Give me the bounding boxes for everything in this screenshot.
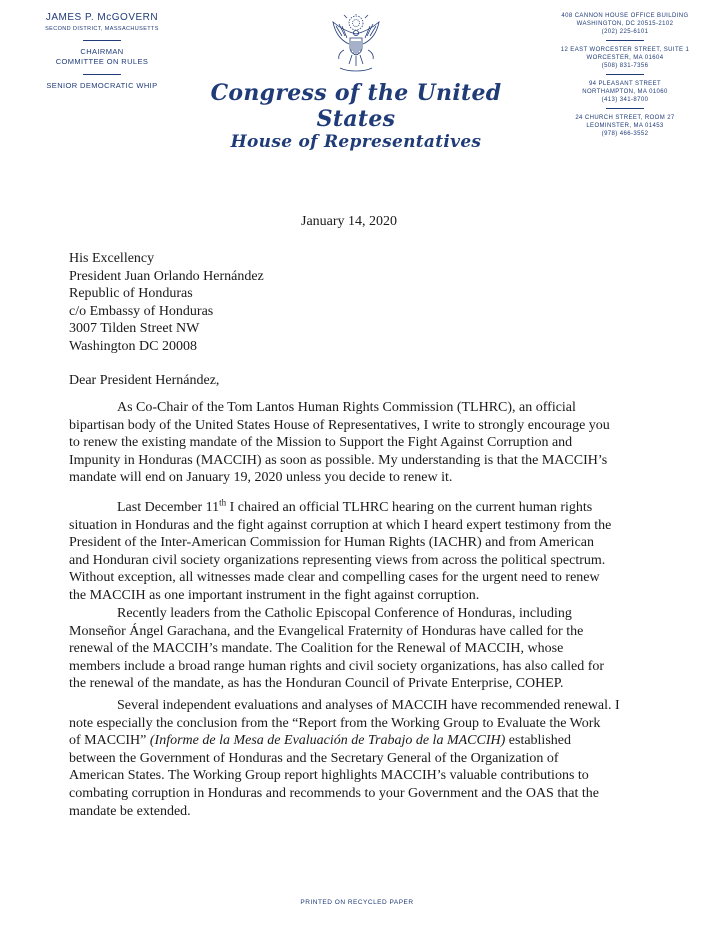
text-line: between the Government of Honduras and the Secretary General of the Organization of <box>69 750 559 766</box>
text-line: situation in Honduras and the fight against corruption at which I heard expert testimony from the <box>69 517 612 533</box>
office-washington <box>548 12 702 36</box>
text-line: Recently leaders from the Catholic Episcopal Conference of Honduras, including <box>117 606 572 621</box>
paragraph-4 <box>69 697 659 820</box>
text-line: Without exception, all witnesses made clear and compelling cases for the urgent need to renew <box>69 570 600 586</box>
office-city-line: WASHINGTON, DC 20515-2102 <box>576 21 674 27</box>
text-fragment: Last December 11 <box>117 500 220 515</box>
address-line: Washington DC 20008 <box>69 338 197 354</box>
masthead-house: House of Representatives <box>230 132 482 152</box>
office-address-line: 24 CHURCH STREET, ROOM 27 <box>575 115 675 121</box>
text-line <box>69 732 659 750</box>
address-line: His Excellency <box>69 251 155 266</box>
text-line: American States. The Working Group report highlights MACCIH’s valuable contributions to <box>69 768 589 784</box>
text-line: Monseñor Ángel Garachana, and the Evangelical Fraternity of Honduras have called for the <box>69 623 584 639</box>
office-city-line: NORTHAMPTON, MA 01060 <box>582 89 668 95</box>
masthead-congress: Congress of the United States <box>210 80 502 132</box>
address-line: c/o Embassy of Honduras <box>69 303 214 319</box>
ordinal-suffix: th <box>219 497 227 508</box>
text-line: President of the Inter-American Commission for Human Rights (IACHR) and from American <box>69 535 594 551</box>
address-line: 3007 Tilden Street NW <box>69 321 200 337</box>
letterhead-divider <box>83 74 121 75</box>
text-line: the MACCIH as one important instrument in the fight against corruption. <box>69 587 480 603</box>
address-line: Republic of Honduras <box>69 286 193 302</box>
office-address-line: 12 EAST WORCESTER STREET, SUITE 1 <box>560 47 690 53</box>
office-city-line: WORCESTER, MA 01604 <box>586 55 664 61</box>
spanish-report-title: (Informe de la Mesa de Evaluación de Trabajo de la MACCIH) <box>149 733 506 749</box>
office-northampton <box>548 80 702 104</box>
salutation: Dear President Hernández, <box>69 373 220 388</box>
masthead <box>200 80 512 152</box>
member-role-committee: COMMITTEE ON RULES <box>55 57 149 66</box>
text-line: Impunity in Honduras (MACCIH) as soon as possible. My understanding is that the MACCIH’s <box>69 452 608 468</box>
address-line: President Juan Orlando Hernández <box>69 268 264 284</box>
text-line <box>69 499 659 517</box>
recycled-paper-footer: PRINTED ON RECYCLED PAPER <box>300 899 414 906</box>
great-seal-eagle-icon <box>330 14 382 76</box>
text-line: note especially the conclusion from the “Report from the Working Group to Evaluate the Work <box>69 715 601 731</box>
text-line: and Honduran civil society organizations representing views from across the political spectrum. <box>69 552 606 568</box>
paragraph-1 <box>69 399 659 487</box>
office-address-line: 408 CANNON HOUSE OFFICE BUILDING <box>561 13 689 19</box>
office-divider <box>606 74 644 75</box>
text-line: the renewal of the mandate, as has the Honduran Council of Private Enterprise, COHEP. <box>69 676 564 692</box>
member-name: JAMES P. McGOVERN <box>45 12 159 23</box>
office-divider <box>606 108 644 109</box>
office-leominster <box>548 114 702 138</box>
letterhead-offices <box>548 12 702 138</box>
letterhead-left <box>22 12 182 91</box>
office-phone: (508) 831-7356 <box>601 63 649 69</box>
office-phone: (413) 341-8700 <box>601 97 649 103</box>
office-phone: (978) 466-3552 <box>601 131 649 137</box>
text-line: mandate be extended. <box>69 803 191 819</box>
text-line: members include a broad range human rights and civil society organizations, has also called for <box>69 658 605 674</box>
office-phone: (202) 225-6101 <box>601 29 649 35</box>
letterhead-divider <box>83 40 121 41</box>
text-line: mandate will end on January 19, 2020 unless you decide to renew it. <box>69 470 453 486</box>
office-divider <box>606 40 644 41</box>
member-role-title: CHAIRMAN <box>80 47 124 56</box>
member-district: SECOND DISTRICT, MASSACHUSETTS <box>45 26 159 32</box>
text-line: combating corruption in Honduras and recommends to your Government and the OAS that the <box>69 785 599 801</box>
office-worcester <box>548 46 702 70</box>
text-fragment: I chaired an official TLHRC hearing on the current human rights <box>226 500 593 515</box>
text-line: Several independent evaluations and analyses of MACCIH have recommended renewal. I <box>117 698 620 713</box>
text-line: to renew the existing mandate of the Mission to Support the Fight Against Corruption and <box>69 435 573 451</box>
letter-date: January 14, 2020 <box>301 214 398 229</box>
paragraph-3 <box>69 605 659 693</box>
recipient-address <box>69 250 264 356</box>
text-line: bipartisan body of the United States House of Representatives, I write to strongly encourage you <box>69 417 610 433</box>
paragraph-2 <box>69 499 659 605</box>
text-line: As Co-Chair of the Tom Lantos Human Rights Commission (TLHRC), an official <box>117 400 576 415</box>
member-whip-title: SENIOR DEMOCRATIC WHIP <box>46 81 158 90</box>
text-fragment: of MACCIH” <box>69 733 150 749</box>
text-line: renewal of the MACCIH’s mandate. The Coalition for the Renewal of MACCIH, whose <box>69 641 564 657</box>
office-address-line: 94 PLEASANT STREET <box>588 81 662 87</box>
text-fragment: established <box>505 733 571 749</box>
office-city-line: LEOMINSTER, MA 01453 <box>586 123 664 129</box>
